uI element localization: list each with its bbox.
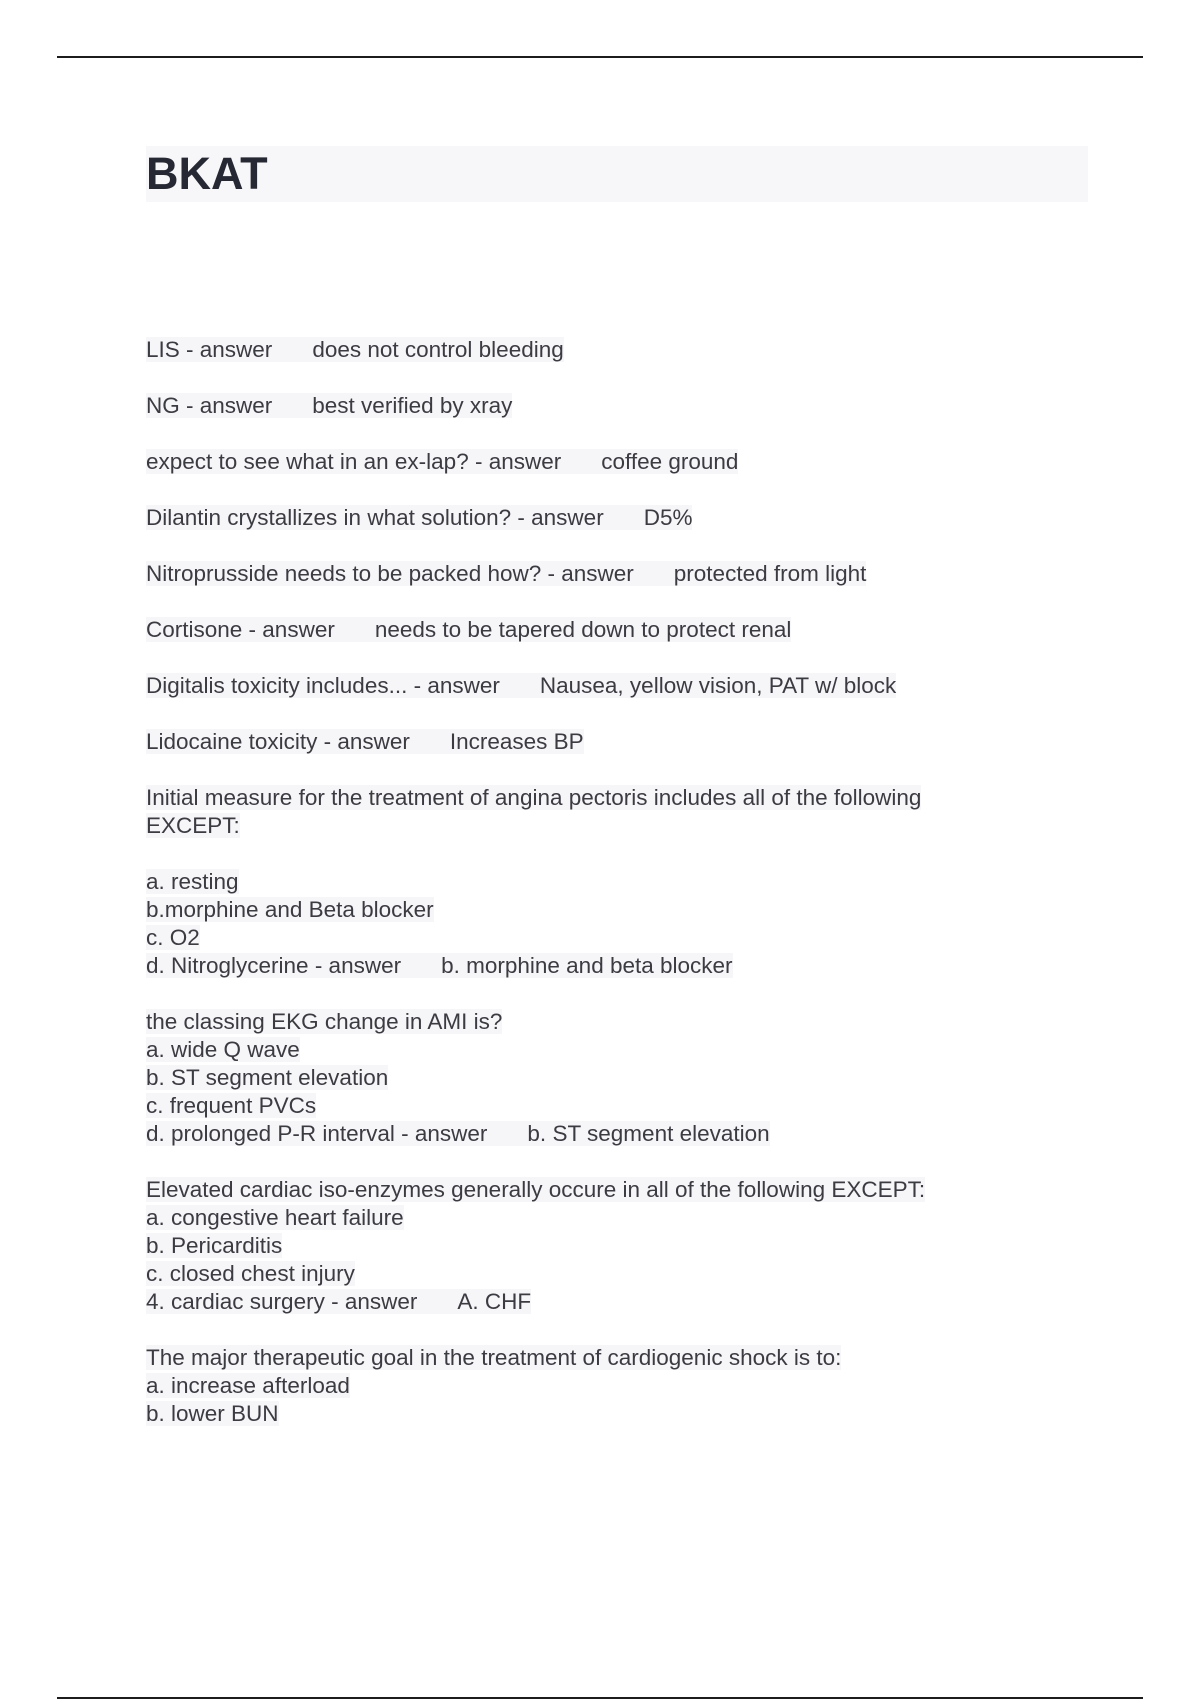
answer-text: coffee ground <box>601 449 739 474</box>
qa-item <box>146 392 1106 420</box>
answer-text: Nausea, yellow vision, PAT w/ block <box>539 673 897 698</box>
question-line: the classing EKG change in AMI is? <box>146 1009 503 1034</box>
question-text: d. Nitroglycerine - answer <box>146 953 402 978</box>
question-text: expect to see what in an ex-lap? - answer <box>146 449 562 474</box>
question-line: EXCEPT: <box>146 813 240 838</box>
option-line: b. Pericarditis <box>146 1233 283 1258</box>
title-background <box>146 146 1088 202</box>
header-rule <box>57 56 1143 58</box>
footer-rule <box>57 1697 1143 1699</box>
option-line: b.morphine and Beta blocker <box>146 897 434 922</box>
option-line: b. lower BUN <box>146 1401 279 1426</box>
option-line: a. congestive heart failure <box>146 1205 404 1230</box>
option-line: c. O2 <box>146 925 200 950</box>
qa-item <box>146 560 1106 588</box>
question-text: Lidocaine toxicity - answer <box>146 729 410 754</box>
option-line: a. increase afterload <box>146 1373 350 1398</box>
option-line: b. ST segment elevation <box>146 1065 389 1090</box>
qa-item <box>146 1008 1106 1148</box>
answer-text: best verified by xray <box>312 393 513 418</box>
qa-item <box>146 616 1106 644</box>
question-text: Cortisone - answer <box>146 617 335 642</box>
option-line: c. closed chest injury <box>146 1261 355 1286</box>
answer-text: b. ST segment elevation <box>527 1121 770 1146</box>
question-text: NG - answer <box>146 393 273 418</box>
blank-line <box>146 840 1106 868</box>
answer-text: needs to be tapered down to protect renal <box>374 617 792 642</box>
qa-item <box>146 728 1106 756</box>
qa-item <box>146 784 1106 980</box>
answer-text: protected from light <box>673 561 867 586</box>
question-text: Digitalis toxicity includes... - answer <box>146 673 500 698</box>
qa-item <box>146 1176 1106 1316</box>
option-line: a. resting <box>146 869 239 894</box>
qa-item <box>146 672 1106 700</box>
question-text: 4. cardiac surgery - answer <box>146 1289 418 1314</box>
qa-item <box>146 448 1106 476</box>
option-line: a. wide Q wave <box>146 1037 300 1062</box>
qa-item <box>146 336 1106 364</box>
page-title: BKAT <box>146 148 268 199</box>
qa-item <box>146 504 1106 532</box>
qa-item-partial <box>146 1344 1106 1428</box>
answer-text: A. CHF <box>457 1289 532 1314</box>
answer-text: does not control bleeding <box>312 337 564 362</box>
answer-text: Increases BP <box>449 729 584 754</box>
answer-text: b. morphine and beta blocker <box>441 953 733 978</box>
question-line: Initial measure for the treatment of angina pectoris includes all of the following <box>146 785 922 810</box>
question-text: LIS - answer <box>146 337 273 362</box>
question-line: Elevated cardiac iso-enzymes generally occure in all of the following EXCEPT: <box>146 1177 926 1202</box>
option-line: c. frequent PVCs <box>146 1093 317 1118</box>
question-text: d. prolonged P-R interval - answer <box>146 1121 488 1146</box>
answer-text: D5% <box>643 505 693 530</box>
qa-list <box>146 336 1106 1456</box>
question-line: The major therapeutic goal in the treatment of cardiogenic shock is to: <box>146 1345 842 1370</box>
question-text: Nitroprusside needs to be packed how? - answer <box>146 561 634 586</box>
question-text: Dilantin crystallizes in what solution? - answer <box>146 505 604 530</box>
